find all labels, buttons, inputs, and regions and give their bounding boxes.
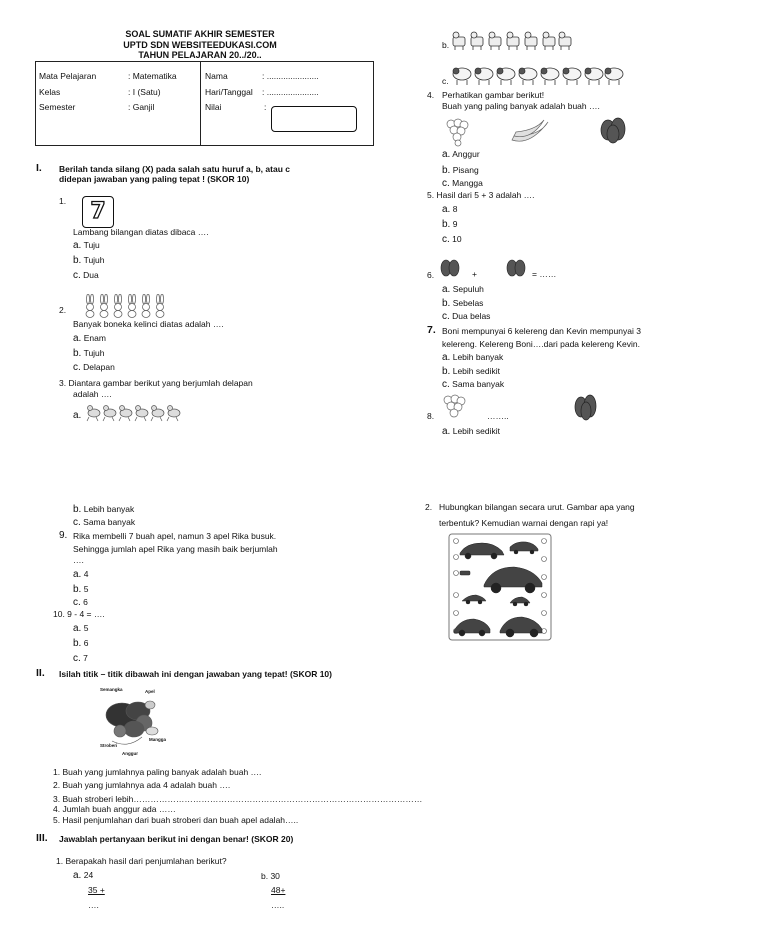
q9-text3: …. [73, 555, 84, 565]
label-anggur: Anggur [122, 751, 138, 756]
q4-a[interactable]: Anggur [452, 149, 480, 159]
q1-c-letter[interactable]: c. [73, 270, 81, 281]
grapes-icon [442, 116, 472, 148]
mapel-label: Mata Pelajaran [39, 71, 97, 81]
q5-b-letter[interactable]: b. [442, 219, 451, 230]
q4-b-letter[interactable]: b. [442, 165, 451, 176]
q3-b-letter[interactable]: b. [442, 40, 450, 50]
mango-icon [572, 391, 600, 423]
q8-a-letter[interactable]: a. [442, 426, 451, 437]
q10-b-letter[interactable]: b. [73, 638, 82, 649]
q7-a[interactable]: Lebih banyak [452, 352, 504, 362]
cow-icon [543, 32, 555, 50]
label-mangga: Mangga [149, 737, 167, 742]
rabbit-icon [86, 294, 94, 318]
nama-label: Nama [205, 71, 228, 81]
cow-icon [559, 32, 571, 50]
rabbit-icon [114, 294, 122, 318]
fruit-pile-illustration [98, 685, 176, 761]
section3-q1: 1. Berapakah hasil dari penjumlahan berikut? [56, 856, 227, 866]
cow-icon [453, 32, 465, 50]
sheep-icon [497, 68, 515, 85]
q2-a[interactable]: Enam [83, 333, 106, 343]
q9-num: 9. [59, 530, 68, 541]
rabbit-icon [100, 294, 108, 318]
q1-b-letter[interactable]: b. [73, 255, 82, 266]
q6-equals: = …… [532, 269, 557, 279]
q4-c-letter[interactable]: c. [442, 178, 450, 189]
chick-icon [151, 406, 164, 422]
kelas-label: Kelas [39, 87, 61, 97]
q7-text2: kelereng. Kelereng Boni….dari pada kelereng Kevin. [442, 339, 640, 349]
q1-number-card [82, 196, 114, 228]
q5-b[interactable]: 9 [452, 219, 458, 229]
q1-a-letter[interactable]: a. [73, 240, 82, 251]
banana-icon [510, 118, 550, 146]
right-q2-num: 2. [425, 502, 433, 512]
sheep-image[interactable] [452, 63, 624, 87]
q7-b-letter[interactable]: b. [442, 366, 451, 377]
section3-a-letter[interactable]: a. [73, 870, 82, 881]
q7-c[interactable]: Sama banyak [452, 379, 505, 389]
header-line3: TAHUN PELAJARAN 20../20.. [138, 50, 262, 60]
section3-title: Jawablah pertanyaan berikut ini dengan benar! (SKOR 20) [59, 834, 294, 844]
header-line1: SOAL SUMATIF AKHIR SEMESTER [125, 29, 275, 39]
section1-num: I. [36, 162, 42, 174]
q10-text: 10. 9 - 4 = …. [53, 609, 105, 619]
q7-b[interactable]: Lebih sedikit [452, 366, 500, 376]
q10-a-letter[interactable]: a. [73, 623, 82, 634]
sheep-icon [605, 68, 623, 85]
chick-icon [103, 406, 116, 422]
q10-c[interactable]: 7 [83, 653, 88, 663]
hari-label: Hari/Tanggal [205, 87, 253, 97]
q8-blank[interactable]: …….. [487, 411, 509, 421]
q5-c[interactable]: 10 [452, 234, 462, 244]
semester-label: Semester [39, 102, 76, 112]
q9-b-letter[interactable]: b. [73, 584, 82, 595]
sheep-icon [563, 68, 581, 85]
q10-a[interactable]: 5 [83, 623, 89, 633]
section1-title2: didepan jawaban yang paling tepat ! (SKOR 10) [59, 174, 250, 184]
grapes-icon [440, 393, 468, 421]
q9-a-letter[interactable]: a. [73, 569, 82, 580]
q7-text1: Boni mempunyai 6 kelereng dan Kevin mempunyai 3 [442, 326, 641, 336]
q5-c-letter[interactable]: c. [442, 234, 450, 245]
section3-b-mid: 48+ [271, 885, 286, 895]
section2-item-3: 3. Buah stroberi lebih………………………………………………………………………………………… [53, 794, 423, 804]
q6-plus: + [472, 269, 477, 279]
q1-digit: 7 [90, 199, 106, 224]
q4-c[interactable]: Mangga [452, 178, 483, 188]
q1-c[interactable]: Dua [83, 270, 99, 280]
section2-title: Isilah titik – titik dibawah ini dengan jawaban yang tepat! (SKOR 10) [59, 669, 332, 679]
chick-icon [87, 406, 100, 422]
cars-dot-puzzle-image[interactable] [448, 533, 552, 641]
section3-a-mid: 35 + [88, 885, 105, 895]
q2-num: 2. [59, 305, 67, 315]
q9-text1: Rika membelli 7 buah apel, namun 3 apel Rika busuk. [73, 531, 277, 541]
chick-icon [167, 406, 180, 422]
q10-c-letter[interactable]: c. [73, 653, 81, 664]
q2-text: Banyak boneka kelinci diatas adalah …. [73, 319, 224, 329]
sheep-icon [585, 68, 603, 85]
q3-c-opt-letter[interactable]: c. [73, 517, 81, 528]
kelas-value: : I (Satu) [128, 87, 161, 97]
section2-item-1: 1. Buah yang jumlahnya paling banyak adalah buah …. [53, 767, 262, 777]
nilai-colon: : [264, 102, 267, 112]
section3-a-top: 24 [83, 870, 94, 880]
label-semangka: Semangka [100, 687, 123, 692]
car-icon [460, 571, 470, 575]
section2-item-5: 5. Hasil penjumlahan dari buah stroberi dan buah apel adalah….. [53, 815, 299, 825]
chicks-image[interactable] [86, 402, 182, 422]
semester-value: : Ganjil [128, 102, 155, 112]
q5-a[interactable]: 8 [452, 204, 458, 214]
q3-text2: adalah …. [73, 389, 112, 399]
sheep-icon [541, 68, 559, 85]
q2-a-letter[interactable]: a. [73, 333, 82, 344]
label-stroberi: Stroberi [100, 743, 118, 748]
q2-b[interactable]: Tujuh [83, 348, 105, 358]
q9-text2: Sehingga jumlah apel Rika yang masih baik berjumlah [73, 544, 278, 554]
sheep-icon [453, 68, 471, 85]
q9-c[interactable]: 6 [83, 597, 88, 607]
q8-a[interactable]: Lebih sedikit [452, 426, 500, 436]
q2-c-letter[interactable]: c. [73, 362, 81, 373]
q3-c-letter[interactable]: c. [442, 76, 449, 86]
section1-title1: Berilah tanda silang (X) pada salah satu huruf a, b, atau c [59, 164, 290, 174]
section3-b-label: b. 30 [261, 871, 280, 881]
rabbit-icon [128, 294, 136, 318]
cow-icon [471, 32, 483, 50]
q7-a-letter[interactable]: a. [442, 352, 451, 363]
q1-num: 1. [59, 196, 67, 206]
cow-icon [507, 32, 519, 50]
cow-icon [489, 32, 501, 50]
fruit-group-icon [438, 256, 462, 280]
q3-a-letter[interactable]: a. [73, 410, 82, 421]
q6-a[interactable]: Sepuluh [452, 284, 484, 294]
q2-b-letter[interactable]: b. [73, 348, 82, 359]
right-q2-text1: Hubungkan bilangan secara urut. Gambar apa yang [439, 502, 635, 512]
header-line2: UPTD SDN WEBSITEEDUKASI.COM [123, 40, 277, 50]
q2-c[interactable]: Delapan [83, 362, 115, 372]
section3-num: III. [36, 832, 48, 844]
q6-c[interactable]: Dua belas [452, 311, 491, 321]
rabbit-icon [156, 294, 164, 318]
section3-b-answer[interactable]: ….. [271, 900, 285, 910]
q4-num: 4. [427, 90, 435, 100]
mango-icon [598, 114, 630, 146]
q8-num: 8. [427, 411, 435, 421]
nilai-box[interactable] [271, 106, 357, 132]
hari-field[interactable]: : ...................... [262, 87, 319, 97]
q6-num: 6. [427, 270, 435, 280]
mapel-value: : Matematika [128, 71, 177, 81]
q7-num: 7. [427, 324, 436, 336]
q6-b-letter[interactable]: b. [442, 298, 451, 309]
q5-text: 5. Hasil dari 5 + 3 adalah …. [427, 190, 535, 200]
q1-text: Lambang bilangan diatas dibaca …. [73, 227, 209, 237]
q10-b[interactable]: 6 [83, 638, 89, 648]
sheep-icon [475, 68, 493, 85]
q9-b[interactable]: 5 [83, 584, 89, 594]
right-q2-text2: terbentuk? Kemudian warnai dengan rapi ya! [439, 518, 609, 528]
sheep-icon [519, 68, 537, 85]
q3-b-opt[interactable]: Lebih banyak [83, 504, 135, 514]
rabbit-icon [142, 294, 150, 318]
section3-a-answer[interactable]: …. [88, 900, 99, 910]
q4-text1: Perhatikan gambar berikut! [442, 90, 545, 100]
q9-a[interactable]: 4 [83, 569, 89, 579]
nama-field[interactable]: : ...................... [262, 71, 319, 81]
nilai-label: Nilai [205, 102, 222, 112]
section2-num: II. [36, 667, 45, 679]
label-apel: Apel [145, 689, 155, 694]
q1-b[interactable]: Tujuh [83, 255, 105, 265]
cows-image[interactable] [452, 31, 574, 51]
q3-text1: 3. Diantara gambar berikut yang berjumlah delapan [59, 378, 253, 388]
q3-c-opt[interactable]: Sama banyak [83, 517, 136, 527]
chick-icon [135, 406, 148, 422]
rabbit-dolls-image [82, 294, 172, 318]
fruit-pile-image [98, 685, 176, 761]
q3-b-opt-letter[interactable]: b. [73, 504, 82, 515]
q6-c-letter[interactable]: c. [442, 311, 450, 322]
q4-a-letter[interactable]: a. [442, 149, 451, 160]
q1-a[interactable]: Tuju [83, 240, 100, 250]
q4-b[interactable]: Pisang [452, 165, 479, 175]
q5-a-letter[interactable]: a. [442, 204, 451, 215]
q4-text2: Buah yang paling banyak adalah buah …. [442, 101, 600, 111]
q9-c-letter[interactable]: c. [73, 597, 81, 608]
chick-icon [119, 406, 132, 422]
q6-a-letter[interactable]: a. [442, 284, 451, 295]
fruit-group-icon [504, 256, 528, 280]
q7-c-letter[interactable]: c. [442, 379, 450, 390]
section2-item-4: 4. Jumlah buah anggur ada …… [53, 804, 176, 814]
identity-divider [200, 61, 201, 146]
cow-icon [525, 32, 537, 50]
q6-b[interactable]: Sebelas [452, 298, 484, 308]
section2-item-2: 2. Buah yang jumlahnya ada 4 adalah buah …. [53, 780, 231, 790]
